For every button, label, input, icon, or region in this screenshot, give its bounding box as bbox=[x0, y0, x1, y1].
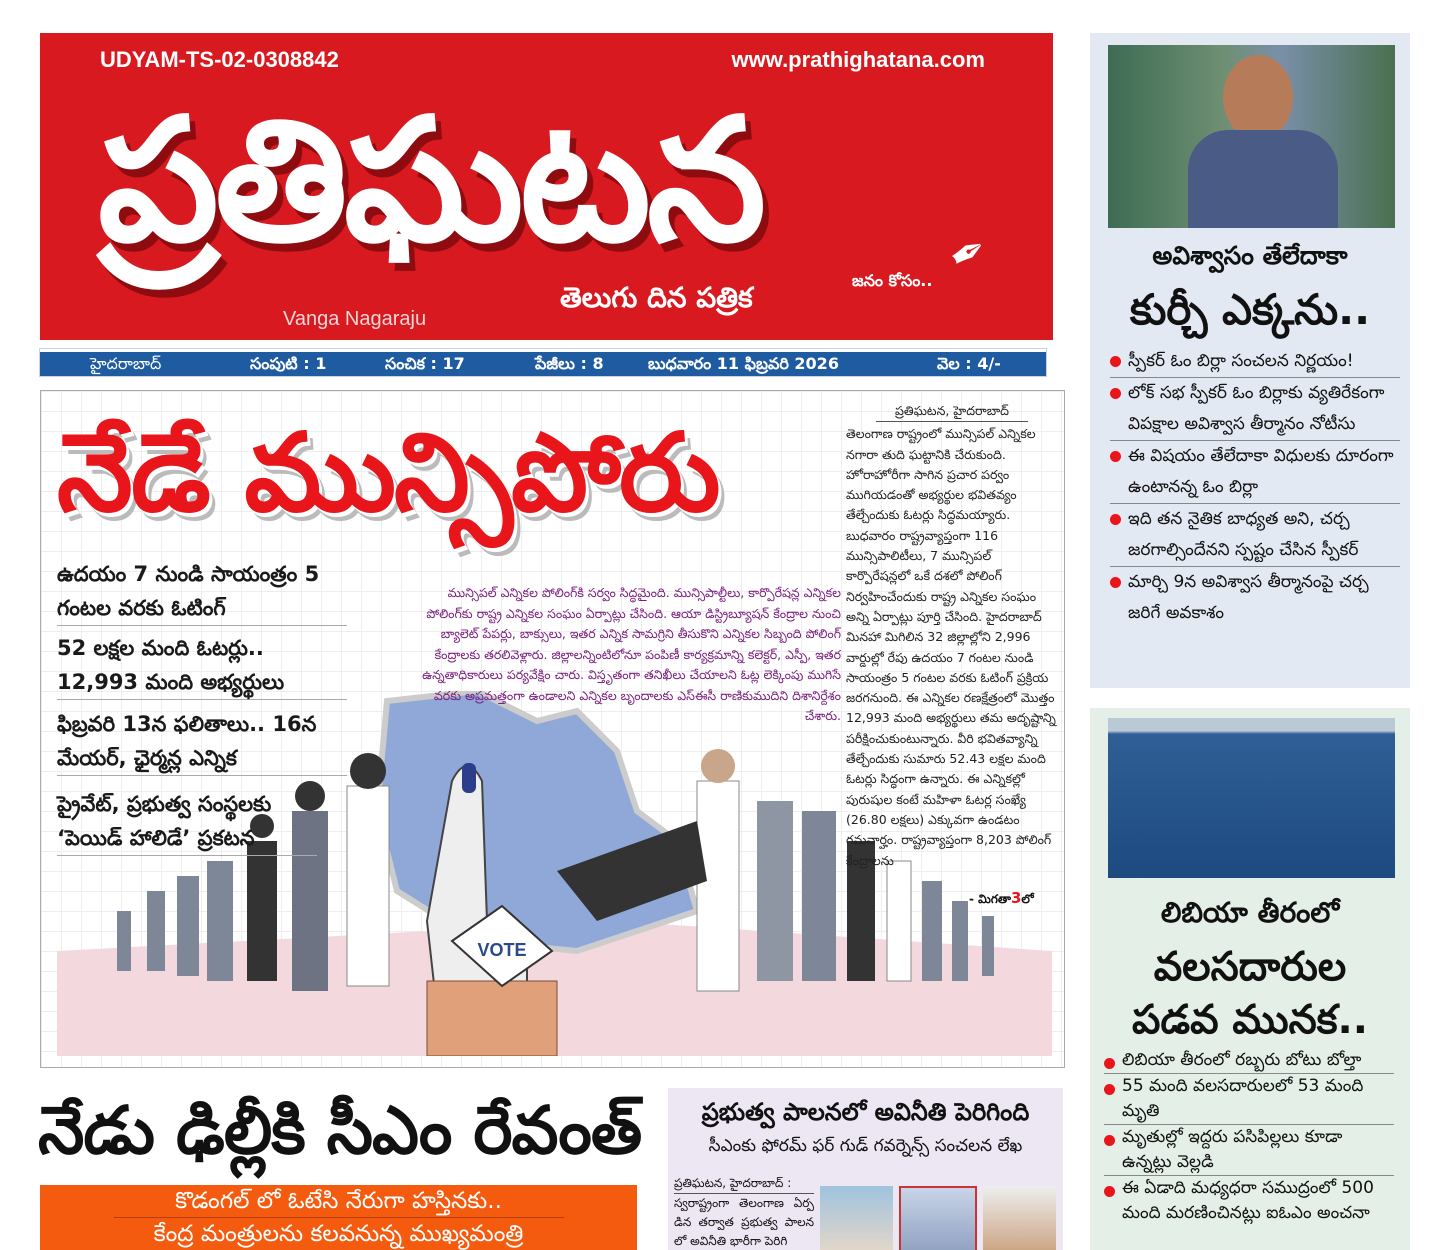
bullet-item: మార్చి 9న అవిశ్వాస తీర్మానంపై చర్చ జరిగే అవకాశం bbox=[1110, 567, 1400, 629]
libya-headline-2: పడవ మునక.. bbox=[1132, 997, 1368, 1043]
speaker-headline: కుర్చీ ఎక్కను.. bbox=[1129, 285, 1371, 334]
revanth-sub2: కేంద్ర మంత్రులను కలవనున్న ముఖ్యమంత్రి bbox=[153, 1221, 524, 1247]
bullet-item: లిబియా తీరంలో రబ్బరు బోటు బోల్తా bbox=[1104, 1048, 1394, 1074]
libya-kicker: లిబియా తీరంలో bbox=[1160, 896, 1340, 929]
person-photo bbox=[983, 1186, 1056, 1250]
speaker-bullets bbox=[1110, 346, 1400, 629]
speaker-photo bbox=[1108, 45, 1395, 228]
bullet-item: లోక్ సభ స్పీకర్ ఓం బిర్లాకు వ్యతిరేకంగా విపక్షాల అవిశ్వాస తీర్మానం నోటీసు bbox=[1110, 378, 1400, 441]
speaker-story[interactable] bbox=[1090, 33, 1410, 688]
telangana-map bbox=[377, 691, 697, 951]
volume: సంపుటి : 1 bbox=[250, 354, 327, 373]
sea-photo bbox=[1108, 718, 1395, 878]
lead-story[interactable] bbox=[40, 390, 1065, 1068]
masthead bbox=[40, 33, 1053, 340]
lead-body-column bbox=[846, 401, 1058, 871]
bullet-item: ఈ విషయం తేలేదాకా విధులకు దూరంగా ఉంటానన్న ఓం బిర్లా bbox=[1110, 441, 1400, 504]
highlight-item: ప్రైవేట్, ప్రభుత్వ సంస్థలకు ‘పెయిడ్ హాలిడే’ ప్రకటన bbox=[57, 787, 317, 856]
libya-bullets bbox=[1104, 1048, 1394, 1226]
ballot-box bbox=[427, 981, 557, 1056]
bullet-item: మృతుల్లో ఇద్దరు పసిపిల్లలు కూడా ఉన్నట్లు వెల్లడి bbox=[1104, 1125, 1394, 1176]
corruption-body: స్వరాష్ట్రంగా తెలంగాణ ఏర్ప డిన తర్వాత ప్రభుత్వ పాలన లో అవినీతి భారీగా పెరిగి bbox=[674, 1196, 814, 1248]
highlight-item: 52 లక్షల మంది ఓటర్లు.. 12,993 మంది అభ్యర్థులు bbox=[57, 631, 347, 700]
editor-name: Vanga Nagaraju bbox=[283, 308, 427, 330]
bullet-item: ఈ ఏడాది మధ్యధరా సముద్రంలో 500 మంది మరణించినట్లు ఐఓఎం అంచనా bbox=[1104, 1176, 1394, 1226]
revanth-headline[interactable]: నేడు ఢిల్లీకి సీఎం రేవంత్ bbox=[38, 1092, 642, 1169]
building-photo bbox=[899, 1186, 976, 1250]
pages: పేజీలు : 8 bbox=[535, 354, 604, 373]
newspaper-logo: ప్రతిఘటన bbox=[98, 82, 763, 280]
story-dateline: ప్రతిఘటన, హైదరాబాద్ : bbox=[674, 1174, 814, 1194]
ballot-label: VOTE bbox=[477, 940, 527, 960]
corruption-story[interactable] bbox=[668, 1088, 1063, 1250]
website-url[interactable]: www.prathighatana.com bbox=[731, 47, 985, 72]
highlight-item: ఫిబ్రవరి 13న ఫలితాలు.. 16న మేయర్, ఛైర్మన్ల ఎన్నిక bbox=[57, 707, 347, 776]
revanth-sub1: కొడంగల్ లో ఓటేసి నేరుగా హస్తినకు.. bbox=[175, 1188, 502, 1214]
corruption-body-column bbox=[674, 1174, 814, 1250]
speaker-kicker: అవిశ్వాసం తేలేదాకా bbox=[1152, 241, 1348, 270]
date: బుధవారం 11 ఫిబ్రవరి 2026 bbox=[648, 354, 839, 373]
bullet-item: 55 మంది వలసదారులలో 53 మంది మృతి bbox=[1104, 1074, 1394, 1125]
continued-suffix: లో bbox=[1021, 892, 1034, 906]
revanth-subhead-box bbox=[40, 1185, 637, 1250]
slogan: జనం కోసం.. bbox=[852, 271, 933, 290]
price: వెల : 4/- bbox=[937, 354, 1001, 373]
registration-number: UDYAM-TS-02-0308842 bbox=[100, 47, 339, 72]
continued-page: 3 bbox=[1010, 889, 1022, 907]
tagline: తెలుగు దిన పత్రిక bbox=[560, 281, 753, 314]
city: హైదరాబాద్ bbox=[90, 354, 162, 373]
bullet-item: ఇది తన నైతిక బాధ్యత అని, చర్చ జరగాల్సిందేనని స్పష్టం చేసిన స్పీకర్ bbox=[1110, 504, 1400, 567]
lead-intro: మున్సిపల్ ఎన్నికల పోలింగ్‌కి సర్వం సిద్ధమైంది. మున్సిపాల్టీలు, కార్పొరేషన్ల ఎన్నికల పోలింగ్‌కు రాష్ట్ర ఎన్నికల సంఘం ఏర్పాట్లు చేసింది. ఆయా డిస్ట్రిబ్యూషన్ కేంద్రాల నుంచి బ్యాలెట్ పేపర్లు, బాక్సులు, ఇతర ఎన్నిక సామగ్రిని తీసుకొని ఎన్నికల సిబ్బంది పోలింగ్ కేంద్రాలకు తరలివెళ్లారు. జిల్లాలన్నింటిలోనూ పంపిణీ కార్యక్రమాన్ని కలెక్టర్, ఎస్పీ, ఇతర ఉన్నతాధికారులు పర్యవేక్షిం చారు. విస్తృతంగా తనిఖీలు చేయాలని ఓట్ల లెక్కింపు ముగిసే వరకు అప్రమత్తంగా ఉండాలని ఎన్నికల బృందాలకు ఎస్ఈసీ రాణికుముదిని దిశానిర్దేశం చేశారు. bbox=[422, 585, 841, 723]
continued-note[interactable] bbox=[969, 889, 1034, 909]
quill-icon: ✒ bbox=[939, 222, 998, 285]
highlight-item: ఉదయం 7 నుండి సాయంత్రం 5 గంటల వరకు ఓటింగ్ bbox=[57, 557, 347, 626]
story-dateline: ప్రతిఘటన, హైదరాబాద్ bbox=[876, 401, 1028, 422]
lead-headline: నేడే మున్సిపోరు bbox=[57, 411, 719, 536]
dateline-strip bbox=[40, 349, 1046, 376]
issue: సంచిక : 17 bbox=[385, 354, 465, 373]
libya-headline-1: వలసదారుల bbox=[1153, 944, 1347, 990]
lead-body: తెలంగాణ రాష్ట్రంలో మున్సిపల్ ఎన్నికల నగారా తుది ఘట్టానికి చేరుకుంది. హోరాహోరీగా సాగిన ప్రచార పర్వం ముగియడంతో అభ్యర్థుల భవితవ్యం తేల్చేందుకు ఓటర్లు సిద్ధమయ్యారు. బుధవారం రాష్ట్రవ్యాప్తంగా 116 మున్సిపాలిటీలు, 7 మున్సిపల్ కార్పొరేషన్లలో ఒకే దశలో పోలింగ్ నిర్వహించేందుకు రాష్ట్ర ఎన్నికల సంఘం అన్ని ఏర్పాట్లు పూర్తి చేసింది. హైదరాబాద్ మినహా మిగిలిన 32 జిల్లాల్లోని 2,996 వార్డుల్లో రేపు ఉదయం 7 గంటల నుండి సాయంత్రం 5 గంటల వరకు ఓటింగ్ ప్రక్రియ జరగనుంది. ఈ ఎన్నికల రణక్షేత్రంలో మొత్తం 12,993 మంది అభ్యర్థులు తమ అదృష్టాన్ని పరీక్షించుకుంటున్నారు. వీరి భవితవ్యాన్ని తేల్చేందుకు సుమారు 52.43 లక్షల మంది ఓటర్లు సిద్ధంగా ఉన్నారు. ఈ ఎన్నికల్లో పురుషుల కంటే మహిళా ఓటర్ల సంఖ్యే (26.80 లక్షలు) ఎక్కువగా ఉండటం గమనార్హం. రాష్ట్రవ్యాప్తంగా 8,203 పోలింగ్ కేంద్రాలను bbox=[846, 426, 1056, 868]
bullet-item: స్పీకర్ ఓం బిర్లా సంచలన నిర్ణయం! bbox=[1110, 346, 1400, 378]
libya-story[interactable] bbox=[1090, 708, 1410, 1250]
person-photo bbox=[820, 1186, 893, 1250]
corruption-photos bbox=[820, 1186, 1056, 1250]
corruption-headline: ప్రభుత్వ పాలనలో అవినీతి పెరిగింది bbox=[701, 1098, 1030, 1126]
corruption-subhead: సీఎంకు ఫోరమ్ ఫర్ గుడ్ గవర్నెన్స్ సంచలన లేఖ bbox=[708, 1136, 1023, 1156]
continued-prefix: - మిగతా bbox=[969, 892, 1011, 906]
